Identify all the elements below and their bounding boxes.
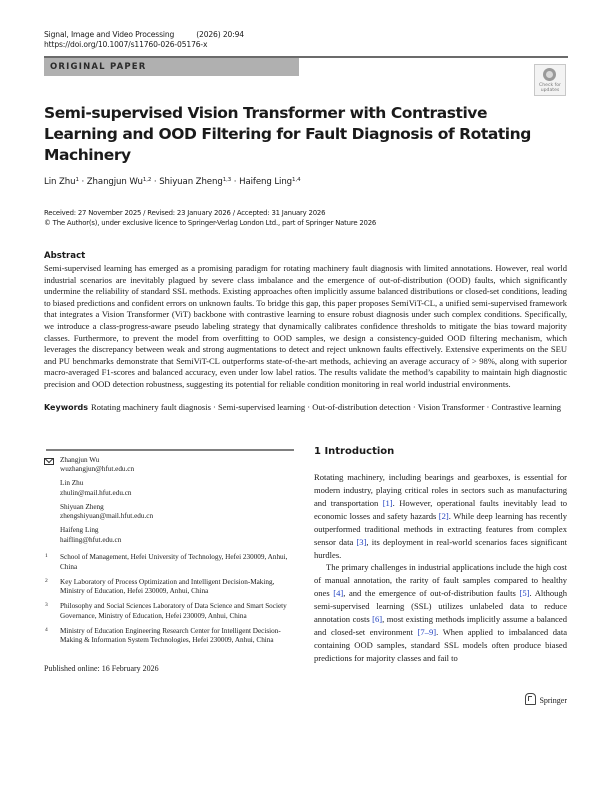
citation-link[interactable]: [5] [519, 588, 530, 599]
check-for-updates-badge[interactable] [534, 64, 566, 96]
text-run: Rotating machinery, including bearings and gearboxes, is essential for modern industry, playing critical roles in sectors such as manufacturing and transportation [314, 472, 567, 508]
footnote-rule [46, 449, 294, 451]
contact-entry [60, 479, 300, 498]
author-name[interactable]: Zhangjun Wu [86, 177, 143, 187]
contact-name: Lin Zhu [60, 479, 84, 488]
introduction-body [314, 471, 567, 665]
contact-entry [60, 526, 300, 545]
publisher-name: Springer [539, 695, 567, 705]
text-run: . Although semi-supervised learning (SSL) utilizes unlabeled data to reduce annotation costs [314, 588, 568, 625]
contact-name: Shiyuan Zheng [60, 502, 104, 511]
text-run: The primary challenges in industrial applications include the high cost of manual annotation, the rarity of fault samples compared to healthy ones [314, 562, 567, 599]
right-column [314, 445, 567, 706]
crossmark-label-2: updates [540, 88, 560, 93]
citation-link[interactable]: [2] [438, 510, 449, 521]
contact-entry [60, 456, 300, 475]
author-list [44, 177, 611, 188]
contact-entry [60, 503, 300, 522]
contact-name: Haifeng Ling [60, 526, 99, 535]
author-separator: · [81, 177, 85, 187]
check-for-updates-icon [543, 68, 556, 81]
abstract-text: Semi-supervised learning has emerged as a promising paradigm for rotating machinery fault diagnosis with limited annotations. However, real world industrial scenarios are inevitably plagued by severe class imbalance and the emergence of out-of-distribution (OOD) faults, which significantly undermine the reliability of standard SSL methods. Existing approaches often implicitly assume balanced distributions or closed-set conditions, leading to biased predictions and confident errors on unknown faults. To bridge this gap, this paper proposes SemiViT-CL, a unified semi-supervised framework that integrates a Vision Transformer (ViT) backbone with contrastive learning to ensure robust diagnosis under such complex conditions. Specifically, we introduce a class-progress-aware pseudo labeling strategy that dynamically calibrates confidence thresholds to mitigate the bias toward majority classes. Furthermore, to prevent the model from overfitting to OOD samples, we design a consistency-guided OOD filtering mechanism, which leverages the discrepancy between weak and strong augmentations to detect and reject unknown faults effectively. Extensive experiments on the SEU and PU benchmarks demonstrate that SemiViT-CL outperforms state-of-the-art methods, achieving an average accuracy of > 98%, along with superior macro-averaged F1-scores and balanced accuracy, even under low label ratios. The results validate the method’s capability to maintain high diagnostic precision and OOD detection robustness, suggesting its potential for reliable condition monitoring in real world industrial environments. [44, 263, 567, 389]
copyright: © The Author(s), under exclusive licence to Springer-Verlag London Ltd., part of Springer Nature 2026 [44, 218, 377, 227]
affiliation-number: 1 [45, 553, 48, 560]
journal-volume: (2026) 20:94 [196, 30, 244, 39]
published-date: Published online: 16 February 2026 [44, 663, 159, 673]
section-heading-introduction: 1 Introduction [314, 446, 395, 458]
text-run: , its deployment in real-world scenarios faces significant hurdles. [314, 536, 567, 560]
affiliation [44, 602, 300, 621]
journal-header [44, 30, 611, 50]
article-type-band [44, 58, 299, 76]
author-separator: · [233, 177, 237, 187]
journal-name: Signal, Image and Video Processing [44, 30, 175, 39]
citation-link[interactable]: [3] [356, 536, 367, 547]
affiliation-number: 2 [45, 577, 48, 584]
affiliation-number: 3 [45, 602, 48, 609]
contact-email[interactable]: zhengshiyuan@mail.hfut.edu.cn [60, 512, 154, 521]
paragraph [314, 471, 567, 561]
contact-email[interactable]: haifling@hfut.edu.cn [60, 535, 122, 544]
two-column-body [44, 445, 567, 706]
crossmark-label-1: Check for [539, 83, 561, 88]
envelope-icon [44, 458, 54, 465]
article-history [44, 209, 568, 228]
left-column [44, 445, 300, 674]
text-run: , and the emergence of out-of-distribution faults [343, 588, 520, 599]
text-run: . While deep learning has recently outperformed traditional methods in extracting features from complex sensor data [314, 510, 567, 547]
author-affiliation-marker: 1,4 [292, 177, 301, 183]
affiliation-list [44, 553, 300, 646]
contact-email[interactable]: zhulin@mail.hfut.edu.cn [60, 488, 132, 497]
abstract-heading: Abstract [44, 251, 86, 261]
affiliation-number: 4 [45, 626, 48, 633]
text-run: , most existing methods implicitly assume a balanced and closed-set environment [314, 614, 567, 637]
affiliation-text: Philosophy and Social Sciences Laboratory of Data Science and Smart Society Governance, Ministry of Education, Hefei 230009, Anhui, China [60, 602, 287, 620]
publisher-logo [314, 693, 567, 706]
author-name[interactable]: Haifeng Ling [239, 177, 293, 187]
keywords [44, 402, 567, 414]
text-run: . However, operational faults inevitably lead to economic losses and safety hazards [314, 497, 567, 521]
author-affiliation-marker: 1,2 [142, 177, 152, 183]
springer-horse-logo-icon [525, 693, 536, 705]
citation-link[interactable]: [6] [372, 614, 383, 625]
text-run: . When applied to imbalanced data containing OOD samples, standard SSL models often produce biased predictions for majority classes and fail to [314, 627, 568, 663]
author-name[interactable]: Shiyuan Zheng [159, 177, 223, 187]
dates: Received: 27 November 2025 / Revised: 23 January 2026 / Accepted: 31 January 2026 [44, 209, 326, 217]
header-band-row [44, 56, 568, 96]
affiliation-text: Key Laboratory of Process Optimization and Intelligent Decision-Making, Ministry of Education, Hefei 230009, Anhui, China [60, 577, 275, 596]
author-separator: · [153, 177, 157, 187]
citation-link[interactable]: [4] [333, 588, 344, 599]
citation-link[interactable]: [1] [382, 497, 393, 508]
contact-name: Zhangjun Wu [60, 455, 100, 464]
contact-email[interactable]: wuzhangjun@hfut.edu.cn [60, 465, 135, 474]
keywords-heading: Keywords [44, 402, 89, 412]
doi-link[interactable]: https://doi.org/10.1007/s11760-026-05176-x [44, 40, 208, 49]
contact-list [44, 456, 300, 546]
article-type: ORIGINAL PAPER [50, 62, 147, 72]
affiliation [44, 553, 300, 572]
keywords-text: Rotating machinery fault diagnosis · Semi-supervised learning · Out-of-distribution detection · Vision Transformer · Contrastive learning [91, 401, 562, 412]
affiliation-text: Ministry of Education Engineering Research Center for Intelligent Decision-Making & Information System Technologies, Hefei 230009, Anhui, China [60, 626, 281, 645]
affiliation [44, 627, 300, 646]
affiliation-text: School of Management, Hefei University of Technology, Hefei 230009, Anhui, China [60, 553, 288, 571]
paragraph [314, 561, 567, 664]
author-affiliation-marker: 1,3 [222, 177, 232, 183]
author-affiliation-marker: 1 [75, 177, 79, 183]
author-name[interactable]: Lin Zhu [44, 177, 76, 187]
citation-link[interactable]: [7–9] [417, 627, 437, 637]
paper-title: Semi-supervised Vision Transformer with Contrastive Learning and OOD Filtering for Fault Diagnosis of Rotating Machinery [44, 104, 531, 164]
affiliation [44, 578, 300, 597]
